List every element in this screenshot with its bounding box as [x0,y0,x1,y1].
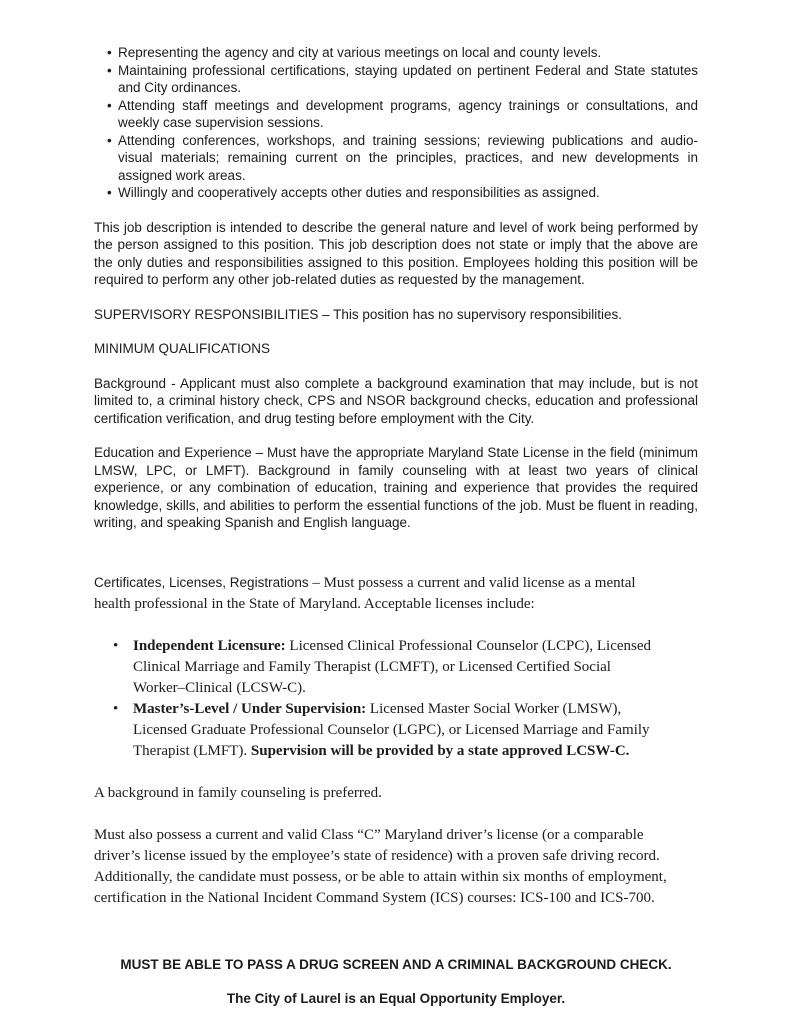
license-item-text: Independent Licensure: Licensed Clinical Professional Counselor (LCPC), Licensed Clinical Marriage and Family Therapist (LCMFT), or Licensed Certified Social Worker–Clinical (LCSW-C). [133,637,652,696]
bullet-icon: • [107,45,112,60]
license-item-lead: Independent Licensure: [133,637,286,654]
license-item-text: Master’s-Level / Under Supervision: Licensed Master Social Worker (LMSW), Licensed Graduate Professional Counselor (LGPC), or Licensed Marriage and Family Therapist (LMFT). Supervision will be provided by a state approved LCSW-C. [133,700,650,759]
duties-bullet-list [94,44,698,202]
certificates-label: Certificates, Licenses, Registrations [94,574,313,590]
certificates-licenses-paragraph [94,572,672,615]
list-item [113,636,698,699]
bullet-icon: • [113,700,119,717]
bullet-icon: • [107,97,112,113]
equal-opportunity-statement: The City of Laurel is an Equal Opportunity Employer. [226,991,566,1006]
list-item [107,44,698,62]
minimum-qualifications-heading: MINIMUM QUALIFICATIONS [94,341,271,356]
license-item-lead: Master’s-Level / Under Supervision: [133,700,367,717]
duty-text: Attending staff meetings and development programs, agency trainings or consultations, and weekly case supervision sessions. [118,97,698,130]
disclaimer-paragraph: This job description is intended to describe the general nature and level of work being performed by the person assigned to this position. This job description does not state or imply that the above are the only duties and responsibilities assigned to this position. Employees holding this position will be required to perform any other job-related duties as requested by the management. [94,219,698,287]
duty-text: Representing the agency and city at various meetings on local and county levels. [118,45,602,60]
licenses-bullet-list [94,636,698,762]
certificates-text: – Must possess a current and valid license as a mental health professional in the State of Maryland. Acceptable licenses include: [94,574,636,612]
list-item [107,97,698,132]
background-paragraph: Background - Applicant must also complete a background examination that may include, but is not limited to, a criminal history check, CPS and NSOR background checks, education and professional certification verification, and drug testing before employment with the City. [94,375,698,426]
bullet-icon: • [107,62,112,78]
supervisory-responsibilities-line: SUPERVISORY RESPONSIBILITIES – This position has no supervisory responsibilities. [94,306,622,322]
family-counseling-note: A background in family counseling is preferred. [94,784,382,801]
license-item-bold-tail: Supervision will be provided by a state approved LCSW-C. [250,742,630,759]
list-item [107,132,698,185]
bullet-icon: • [107,185,112,200]
bullet-icon: • [107,132,112,148]
list-item [107,62,698,97]
duty-text: Willingly and cooperatively accepts other duties and responsibilities as assigned. [118,185,600,200]
list-item [113,699,698,762]
list-item [107,184,698,202]
duty-text: Maintaining professional certifications, staying updated on pertinent Federal and State statutes and City ordinances. [118,62,698,95]
duty-text: Attending conferences, workshops, and training sessions; reviewing publications and audio-visual materials; remaining current on the principles, practices, and new developments in assigned work areas. [118,132,698,183]
bullet-icon: • [113,637,119,654]
drivers-license-paragraph: Must also possess a current and valid Class “C” Maryland driver’s license (or a comparable driver’s license issued by the employee’s state of residence) with a proven safe driving record. Additionally, the candidate must possess, or be able to attain within six months of employment, certification in the National Incident Command System (ICS) courses: ICS-100 and ICS-700. [94,826,667,906]
drug-screen-notice: MUST BE ABLE TO PASS A DRUG SCREEN AND A CRIMINAL BACKGROUND CHECK. [120,956,672,972]
education-experience-paragraph: Education and Experience – Must have the appropriate Maryland State License in the field (minimum LMSW, LPC, or LMFT). Background in family counseling with at least two years of clinical experience, or any combination of education, training and experience that provides the required knowledge, skills, and abilities to perform the essential functions of the job. Must be fluent in reading, writing, and speaking Spanish and English language. [94,445,698,530]
